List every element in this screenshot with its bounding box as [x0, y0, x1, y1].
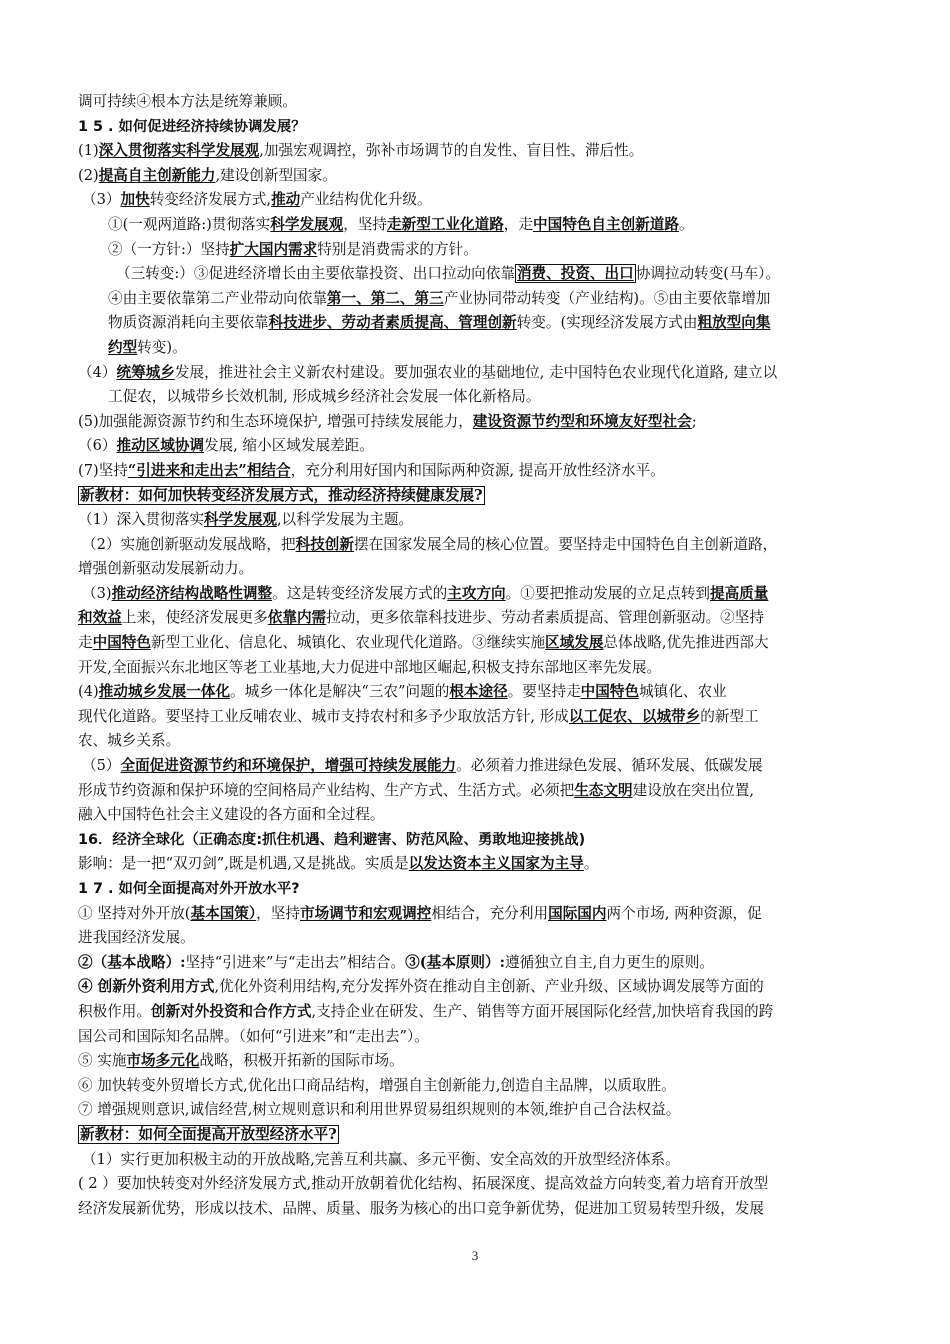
text-line — [78, 1098, 878, 1123]
text-segment: 增强创新驱动发展新动力。 — [78, 560, 254, 578]
text-segment: 。城乡一体化是解决“三农”问题的 — [230, 683, 450, 701]
text-line — [78, 729, 878, 754]
text-segment: （2）实施创新驱动发展战略，把 — [82, 535, 296, 553]
text-line — [78, 1000, 878, 1025]
text-segment: 融入中国特色社会主义建设的各方面和全过程。 — [78, 806, 385, 824]
text-segment: 战略，积极开拓新的国际市场。 — [199, 1052, 404, 1070]
text-line — [78, 803, 878, 828]
text-line — [78, 410, 878, 435]
text-segment: 约型 — [108, 338, 138, 356]
text-line — [78, 287, 878, 312]
text-segment: 发展，推进社会主义新农村建设。要加强农业的基础地位, 走中国特色农业现代化道路, 建立以 — [174, 363, 778, 381]
text-segment: 建设放在突出位置, — [632, 781, 754, 799]
text-segment: 。①要把推动发展的立足点转到 — [505, 584, 710, 602]
text-line — [78, 1123, 878, 1148]
text-line — [78, 336, 878, 361]
text-segment: 积极作用。 — [78, 1002, 151, 1020]
text-segment: 。这是转变经济发展方式的 — [272, 584, 448, 602]
text-line — [78, 1148, 878, 1173]
text-segment: 深入贯彻落实科学发展观 — [98, 142, 260, 160]
text-line — [78, 361, 878, 386]
text-line — [78, 262, 878, 287]
text-segment: 科学发展观 — [204, 511, 278, 529]
text-segment: 根本途径 — [449, 683, 508, 701]
text-segment: “引进来和走出去”相结合 — [127, 461, 291, 479]
text-segment: 走 — [78, 634, 93, 652]
text-segment: 的新型工 — [700, 707, 759, 725]
text-segment: （三转变:）③促进经济增长由主要依靠投资、出口拉动向依靠 — [116, 265, 515, 283]
text-line — [78, 975, 878, 1000]
text-segment: 加快 — [120, 191, 150, 209]
text-segment: 粗放型向集 — [697, 314, 771, 332]
text-segment: 。 — [583, 855, 599, 873]
text-segment: 提高自主创新能力 — [98, 166, 216, 184]
text-segment: 中国特色自主创新道路 — [533, 215, 679, 233]
text-segment: 推动城乡发展一体化 — [98, 683, 231, 701]
text-segment: 走新型工业化道路 — [387, 215, 504, 233]
text-segment: 调可持续④根本方法是统筹兼顾。 — [78, 93, 297, 110]
text-line — [78, 484, 878, 509]
text-segment: 16．经济全球化（正确态度:抓住机遇、趋利避害、防范风险、勇敢地迎接挑战) — [78, 831, 586, 848]
text-segment: 产业结构优化升级。 — [300, 191, 432, 209]
text-segment: ⑥ 加快转变外贸增长方式,优化出口商品结构，增强自主创新能力,创造自主品牌，以质取胜。 — [78, 1076, 676, 1094]
text-line — [78, 1172, 878, 1197]
text-segment: ④ 创新外资利用方式 — [78, 978, 215, 996]
text-segment: 现代化道路。要坚持工业反哺农业、城市支持农村和多予少取放活方针, 形成 — [78, 707, 569, 725]
text-line — [78, 656, 878, 681]
text-segment: 开发,全面振兴东北地区等老工业基地,大力促进中部地区崛起,积极支持东部地区率先发展。 — [78, 658, 662, 676]
text-segment: 遵循独立自主,自力更生的原则。 — [504, 953, 714, 971]
text-line — [78, 1197, 878, 1222]
text-segment: 1 5 . 如何促进经济持续协调发展？ — [78, 118, 306, 135]
text-segment: ,优化外资利用结构,充分发挥外资在推动自主创新、产业升级、区域协调发展等方面的 — [214, 978, 764, 996]
text-segment: 市场调节和宏观调控 — [299, 904, 432, 922]
text-segment: 建设资源节约型和环境友好型社会 — [472, 412, 692, 430]
text-line — [78, 213, 878, 238]
text-segment: 新教材：如何加快转变经济发展方式，推动经济持续健康发展? — [80, 486, 483, 504]
text-segment: ⑤ 实施 — [78, 1052, 127, 1070]
text-segment: ，坚持 — [343, 215, 388, 233]
text-line — [78, 902, 878, 927]
text-segment: （3) — [82, 584, 112, 602]
text-segment: （6） — [78, 437, 117, 455]
text-segment: 全面促进资源节约和环境保护，增强可持续发展能力 — [120, 757, 457, 775]
text-segment: 转变。(实现经济发展方式由 — [516, 314, 698, 332]
text-line — [78, 852, 878, 877]
text-line — [78, 779, 878, 804]
text-segment: 扩大国内需求 — [229, 240, 318, 258]
text-segment: 以工促农、以城带乡 — [568, 707, 701, 725]
text-segment: ,加强宏观调控，弥补市场调节的自发性、盲目性、滞后性。 — [259, 142, 644, 160]
text-segment: ⑦ 增强规则意识,诚信经营,树立规则意识和利用世界贸易组织规则的本领,维护自己合法权益。 — [78, 1101, 681, 1119]
text-line — [78, 311, 878, 336]
text-segment: 科技创新 — [295, 535, 354, 553]
text-line — [78, 1074, 878, 1099]
text-segment: ( 2 ）要加快转变对外经济发展方式,推动开放朝着优化结构、拓展深度、提高效益方向转变,着力培育开放型 — [78, 1175, 769, 1193]
text-segment: 转变经济发展方式, — [149, 191, 272, 209]
text-segment: (7)坚持 — [78, 461, 128, 479]
text-segment: 第一、第二、第三 — [326, 289, 444, 307]
text-segment: ②（基本战略）: — [78, 953, 186, 971]
text-segment: 相结合，充分利用 — [431, 904, 549, 922]
text-segment: 提高质量 — [709, 584, 769, 602]
text-line — [78, 828, 878, 853]
document-page — [78, 90, 878, 1221]
text-segment: 摆在国家发展全局的核心位置。要坚持走中国特色自主创新道路， — [354, 535, 778, 553]
text-line — [78, 533, 878, 558]
text-segment: （1）深入贯彻落实 — [78, 511, 205, 529]
text-segment: 。要坚持走 — [507, 683, 581, 701]
text-line — [78, 631, 878, 656]
text-segment: ,以科学发展为主题。 — [277, 511, 414, 529]
text-segment: ，充分利用好国内和国际两种资源, 提高开放性经济水平。 — [290, 461, 665, 479]
text-line — [78, 164, 878, 189]
text-segment: 上来，使经济发展更多 — [121, 609, 268, 627]
page-number: 3 — [471, 1248, 479, 1263]
text-line — [78, 877, 878, 902]
text-segment: 转变)。 — [137, 338, 187, 356]
text-segment: 新型工业化、信息化、城镇化、农业现代化道路。③继续实施 — [151, 634, 546, 652]
text-segment: 城镇化、农业 — [639, 683, 727, 701]
text-segment: 科学发展观 — [270, 215, 344, 233]
text-segment: (4) — [78, 683, 99, 701]
text-line — [78, 705, 878, 730]
text-segment: 两个市场, 两种资源，促 — [606, 904, 762, 922]
text-segment: （3） — [82, 191, 121, 209]
text-line — [78, 926, 878, 951]
text-segment: 依靠内需 — [267, 609, 327, 627]
text-segment: 新教材：如何全面提高开放型经济水平? — [80, 1125, 337, 1143]
text-segment: 市场多元化 — [126, 1052, 200, 1070]
text-line — [78, 1025, 878, 1050]
text-segment: 发展, 缩小区域发展差距。 — [204, 437, 374, 455]
text-segment: 农、城乡关系。 — [78, 732, 181, 750]
text-line — [78, 606, 878, 631]
text-segment: 推动 — [271, 191, 301, 209]
text-segment: ①(一观两道路:)贯彻落实 — [108, 215, 271, 233]
text-segment: （4） — [78, 363, 117, 381]
text-segment: 生态文明 — [574, 781, 633, 799]
text-line — [78, 238, 878, 263]
text-segment: 。必须着力推进绿色发展、循环发展、低碳发展 — [456, 757, 763, 775]
text-segment: 经济发展新优势，形成以技术、品牌、质量、服务为核心的出口竞争新优势，促进加工贸易转型升级，发展 — [78, 1199, 764, 1217]
text-line — [78, 582, 878, 607]
text-segment: ，坚持 — [256, 904, 300, 922]
text-segment: 1 7 . 如何全面提高对外开放水平? — [78, 881, 300, 897]
text-segment: 基本国策） — [190, 904, 257, 922]
text-segment: 统筹城乡 — [116, 363, 175, 381]
text-segment: 工促农，以城带乡长效机制, 形成城乡经济社会发展一体化新格局。 — [108, 388, 541, 406]
text-segment: ,支持企业在研发、生产、销售等方面开展国际化经营,加快培育我国的跨 — [311, 1002, 774, 1020]
text-segment: (5)加强能源资源节约和生态环境保护, 增强可持续发展能力， — [78, 412, 473, 430]
text-segment: 进我国经济发展。 — [78, 929, 195, 947]
text-line — [78, 1049, 878, 1074]
text-segment: 主攻方向 — [447, 584, 506, 602]
text-segment: 区域发展 — [545, 634, 604, 652]
text-segment: 和效益 — [78, 609, 122, 627]
text-segment: 坚持“引进来”与“走出去”相结合。 — [185, 953, 406, 971]
text-line — [78, 459, 878, 484]
text-segment: ; — [691, 412, 697, 430]
text-segment: 。 — [678, 215, 694, 233]
text-segment: ②（一方针:）坚持 — [108, 240, 230, 258]
text-segment: ④由主要依靠第二产业带动向依靠 — [108, 289, 327, 307]
text-segment: 拉动，更多依靠科技进步、劳动者素质提高、管理创新驱动。②坚持 — [326, 609, 764, 627]
text-segment: （5） — [82, 757, 121, 775]
text-line — [78, 188, 878, 213]
text-line — [78, 385, 878, 410]
text-segment: 特别是消费需求的方针。 — [317, 240, 478, 258]
text-line — [78, 557, 878, 582]
text-line — [78, 90, 878, 115]
text-segment: (2) — [78, 166, 99, 184]
text-segment: ③(基本原则）: — [405, 953, 505, 971]
text-segment: 影响：是一把“双刃剑”,既是机遇,又是挑战。实质是 — [78, 855, 409, 873]
text-segment: ,建设创新型国家。 — [215, 166, 337, 184]
text-segment: 协调拉动转变(马车）。 — [635, 265, 781, 283]
text-segment: 科技进步、劳动者素质提高、管理创新 — [268, 314, 517, 332]
text-segment: （1）实行更加积极主动的开放战略,完善互利共赢、多元平衡、安全高效的开放型经济体系。 — [82, 1150, 680, 1168]
text-line — [78, 115, 878, 140]
text-segment: 产业协同带动转变（产业结构)。⑤由主要依靠增加 — [443, 289, 771, 307]
text-line — [78, 754, 878, 779]
text-segment: 推动经济结构战略性调整 — [111, 584, 273, 602]
text-segment: 创新对外投资和合作方式 — [150, 1002, 312, 1020]
text-segment: (1) — [78, 142, 99, 160]
text-line — [78, 951, 878, 976]
text-line — [78, 680, 878, 705]
text-segment: 推动区域协调 — [116, 437, 205, 455]
text-segment: 中国特色 — [92, 634, 151, 652]
text-segment: 物质资源消耗向主要依靠 — [108, 314, 269, 332]
text-segment: 中国特色 — [580, 683, 640, 701]
text-line — [78, 508, 878, 533]
text-segment: 国际国内 — [548, 904, 607, 922]
text-segment: 形成节约资源和保护环境的空间格局产业结构、生产方式、生活方式。必须把 — [78, 781, 575, 799]
text-line — [78, 434, 878, 459]
text-segment: 国公司和国际知名品牌。（如何“引进来”和“走出去”）。 — [78, 1027, 429, 1045]
text-segment: 以发达资本主义国家为主导 — [408, 855, 584, 873]
text-segment: 消费、投资、出口 — [516, 265, 634, 283]
text-segment: ，走 — [503, 215, 533, 233]
text-segment: 总体战略,优先推进西部大 — [603, 634, 769, 652]
text-segment: ① 坚持对外开放( — [78, 904, 191, 922]
text-line — [78, 139, 878, 164]
